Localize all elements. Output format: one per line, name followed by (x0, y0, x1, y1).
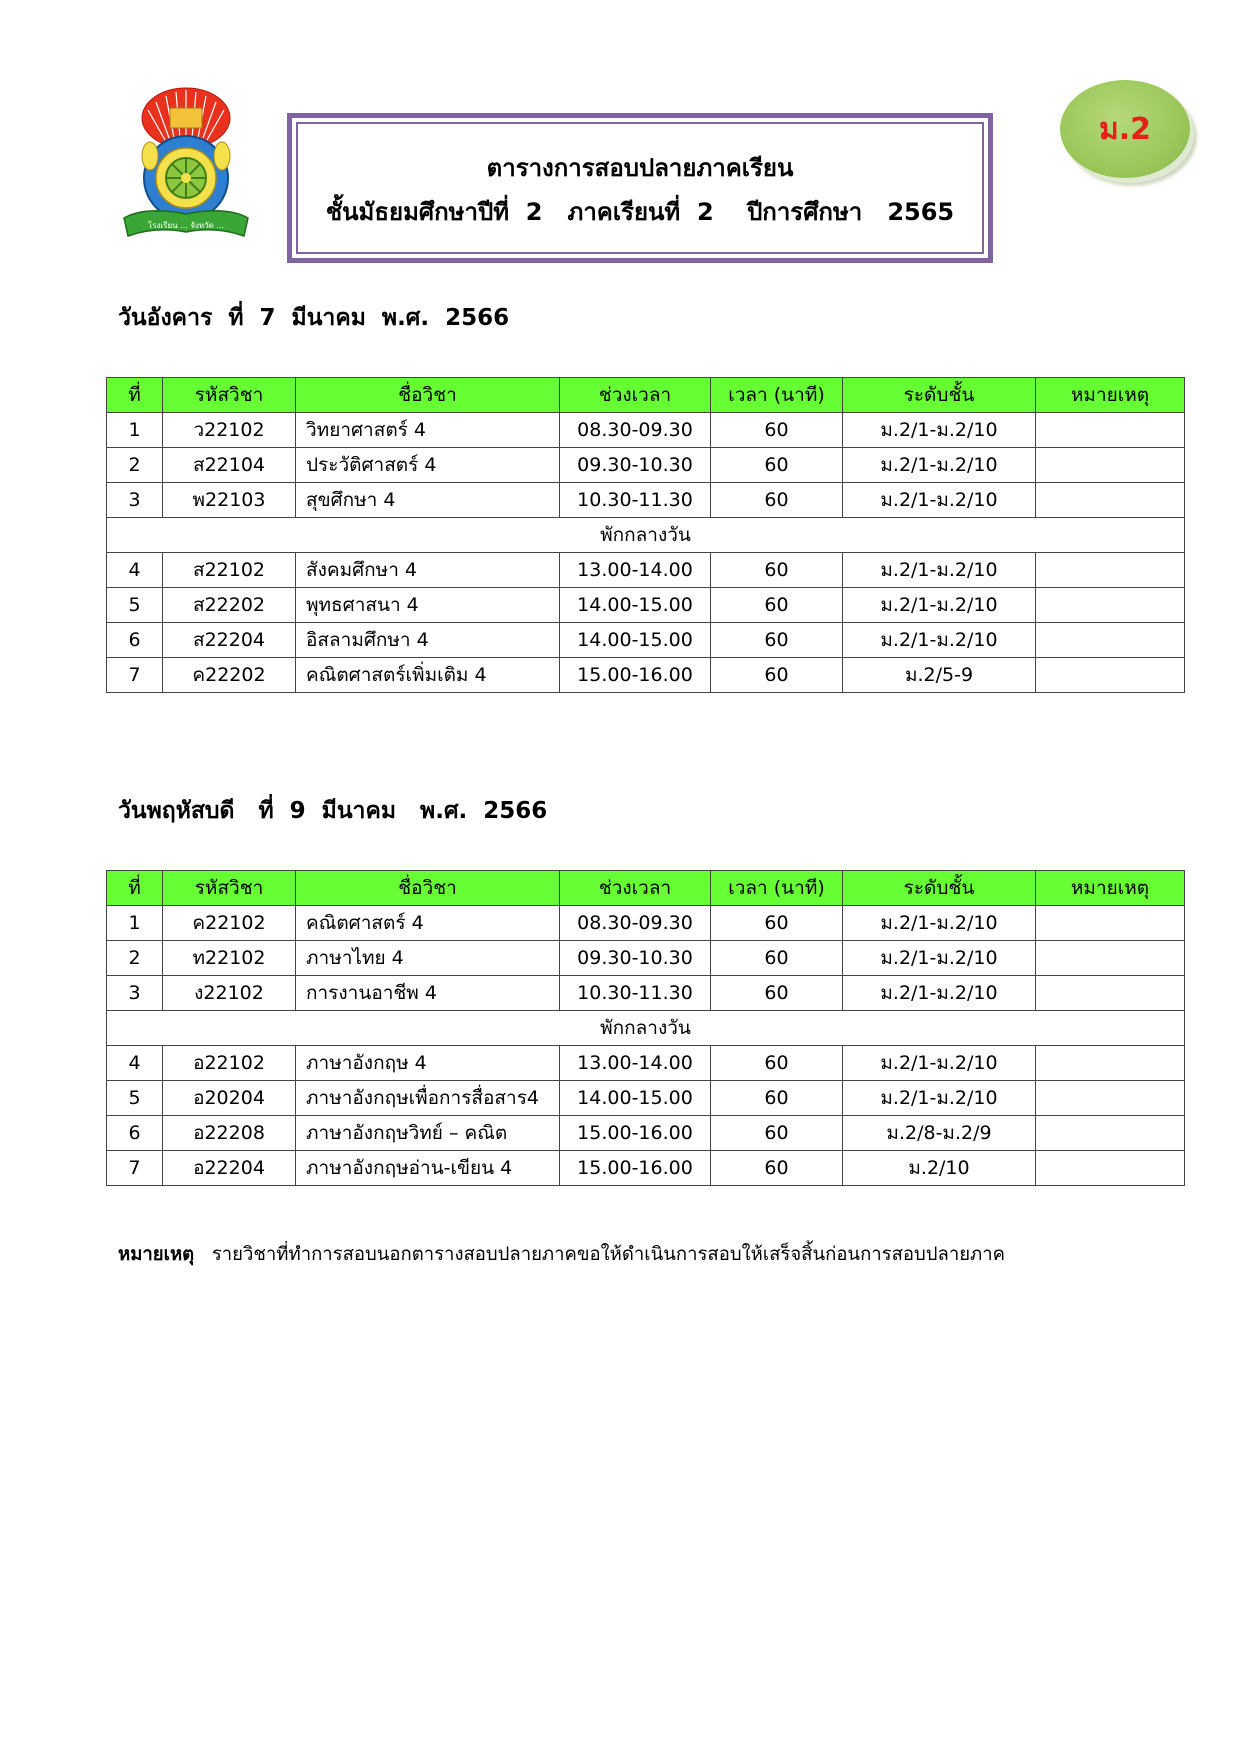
cell-no: 4 (107, 553, 163, 588)
day1-heading: วันอังคาร ที่ 7 มีนาคม พ.ศ. 2566 (118, 305, 510, 331)
cell-minutes: 60 (711, 483, 843, 518)
cell-no: 7 (107, 658, 163, 693)
cell-subject: คณิตศาสตร์เพิ่มเติม 4 (296, 658, 560, 693)
table-row (107, 623, 1185, 658)
cell-time: 15.00-16.00 (560, 658, 711, 693)
cell-minutes: 60 (711, 1116, 843, 1151)
cell-time: 13.00-14.00 (560, 1046, 711, 1081)
cell-minutes: 60 (711, 448, 843, 483)
cell-level: ม.2/1-ม.2/10 (843, 976, 1036, 1011)
cell-code: ท22102 (163, 941, 296, 976)
cell-note (1036, 1116, 1185, 1151)
cell-minutes: 60 (711, 413, 843, 448)
table-row (107, 413, 1185, 448)
cell-subject: สุขศึกษา 4 (296, 483, 560, 518)
cell-subject: วิทยาศาสตร์ 4 (296, 413, 560, 448)
cell-code: ค22202 (163, 658, 296, 693)
cell-level: ม.2/1-ม.2/10 (843, 906, 1036, 941)
cell-time: 09.30-10.30 (560, 448, 711, 483)
cell-subject: อิสลามศึกษา 4 (296, 623, 560, 658)
cell-no: 7 (107, 1151, 163, 1186)
cell-time: 14.00-15.00 (560, 1081, 711, 1116)
cell-note (1036, 976, 1185, 1011)
cell-subject: ภาษาอังกฤษเพื่อการสื่อสาร4 (296, 1081, 560, 1116)
cell-minutes: 60 (711, 1046, 843, 1081)
cell-code: ค22102 (163, 906, 296, 941)
cell-no: 3 (107, 976, 163, 1011)
cell-note (1036, 658, 1185, 693)
col-header-minutes: เวลา (นาที) (711, 378, 843, 413)
col-header-note: หมายเหตุ (1036, 378, 1185, 413)
grade-badge (1060, 80, 1190, 178)
cell-time: 08.30-09.30 (560, 413, 711, 448)
cell-level: ม.2/1-ม.2/10 (843, 941, 1036, 976)
table-row (107, 1081, 1185, 1116)
col-header-code: รหัสวิชา (163, 378, 296, 413)
col-header-level: ระดับชั้น (843, 871, 1036, 906)
cell-no: 5 (107, 1081, 163, 1116)
cell-note (1036, 941, 1185, 976)
table-header-row (107, 871, 1185, 906)
cell-level: ม.2/1-ม.2/10 (843, 1081, 1036, 1116)
cell-note (1036, 1046, 1185, 1081)
cell-minutes: 60 (711, 941, 843, 976)
cell-minutes: 60 (711, 976, 843, 1011)
table-row (107, 1151, 1185, 1186)
cell-level: ม.2/1-ม.2/10 (843, 413, 1036, 448)
cell-code: พ22103 (163, 483, 296, 518)
cell-code: ส22102 (163, 553, 296, 588)
cell-no: 6 (107, 1116, 163, 1151)
footer-note-text: รายวิชาที่ทำการสอบนอกตารางสอบปลายภาคขอให้ดำเนินการสอบให้เสร็จสิ้นก่อนการสอบปลายภาค (211, 1244, 1006, 1265)
day2-heading: วันพฤหัสบดี ที่ 9 มีนาคม พ.ศ. 2566 (118, 798, 548, 824)
table-row (107, 1046, 1185, 1081)
cell-minutes: 60 (711, 906, 843, 941)
cell-level: ม.2/1-ม.2/10 (843, 448, 1036, 483)
cell-minutes: 60 (711, 1151, 843, 1186)
cell-note (1036, 1081, 1185, 1116)
cell-subject: การงานอาชีพ 4 (296, 976, 560, 1011)
title-frame (287, 113, 993, 263)
table-row (107, 448, 1185, 483)
cell-level: ม.2/5-9 (843, 658, 1036, 693)
table-row (107, 976, 1185, 1011)
table-header-row (107, 378, 1185, 413)
cell-level: ม.2/10 (843, 1151, 1036, 1186)
cell-code: ง22102 (163, 976, 296, 1011)
table-row (107, 658, 1185, 693)
cell-code: ส22104 (163, 448, 296, 483)
cell-subject: สังคมศึกษา 4 (296, 553, 560, 588)
cell-level: ม.2/1-ม.2/10 (843, 1046, 1036, 1081)
cell-time: 09.30-10.30 (560, 941, 711, 976)
cell-level: ม.2/1-ม.2/10 (843, 623, 1036, 658)
page-title: ตารางการสอบปลายภาคเรียน (486, 154, 794, 182)
cell-note (1036, 483, 1185, 518)
page-subtitle: ชั้นมัธยมศึกษาปีที่ 2 ภาคเรียนที่ 2 ปีการศึกษา 2565 (325, 198, 955, 226)
cell-no: 1 (107, 906, 163, 941)
title-frame-inner (296, 122, 984, 254)
col-header-code: รหัสวิชา (163, 871, 296, 906)
cell-note (1036, 553, 1185, 588)
cell-level: ม.2/1-ม.2/10 (843, 483, 1036, 518)
cell-note (1036, 906, 1185, 941)
lunch-break-row (107, 518, 1185, 553)
cell-no: 1 (107, 413, 163, 448)
cell-code: อ22204 (163, 1151, 296, 1186)
cell-subject: คณิตศาสตร์ 4 (296, 906, 560, 941)
cell-time: 10.30-11.30 (560, 976, 711, 1011)
cell-no: 4 (107, 1046, 163, 1081)
col-header-subject: ชื่อวิชา (296, 871, 560, 906)
col-header-level: ระดับชั้น (843, 378, 1036, 413)
cell-note (1036, 623, 1185, 658)
cell-level: ม.2/1-ม.2/10 (843, 588, 1036, 623)
cell-code: ว22102 (163, 413, 296, 448)
col-header-time: ช่วงเวลา (560, 378, 711, 413)
cell-no: 2 (107, 941, 163, 976)
cell-time: 08.30-09.30 (560, 906, 711, 941)
cell-subject: ภาษาอังกฤษอ่าน-เขียน 4 (296, 1151, 560, 1186)
grade-badge-label: ม.2 (1098, 111, 1152, 147)
cell-no: 3 (107, 483, 163, 518)
day2-exam-table (106, 870, 1185, 1186)
cell-code: ส22204 (163, 623, 296, 658)
cell-level: ม.2/8-ม.2/9 (843, 1116, 1036, 1151)
cell-time: 15.00-16.00 (560, 1151, 711, 1186)
col-header-note: หมายเหตุ (1036, 871, 1185, 906)
cell-subject: ภาษาไทย 4 (296, 941, 560, 976)
cell-minutes: 60 (711, 553, 843, 588)
cell-note (1036, 448, 1185, 483)
cell-no: 2 (107, 448, 163, 483)
cell-subject: ประวัติศาสตร์ 4 (296, 448, 560, 483)
cell-subject: พุทธศาสนา 4 (296, 588, 560, 623)
col-header-subject: ชื่อวิชา (296, 378, 560, 413)
table-row (107, 1116, 1185, 1151)
cell-note (1036, 413, 1185, 448)
cell-time: 13.00-14.00 (560, 553, 711, 588)
cell-minutes: 60 (711, 588, 843, 623)
col-header-no: ที่ (107, 871, 163, 906)
table-row (107, 588, 1185, 623)
cell-subject: ภาษาอังกฤษ 4 (296, 1046, 560, 1081)
cell-code: อ22102 (163, 1046, 296, 1081)
cell-time: 15.00-16.00 (560, 1116, 711, 1151)
cell-note (1036, 588, 1185, 623)
cell-no: 5 (107, 588, 163, 623)
cell-subject: ภาษาอังกฤษวิทย์ – คณิต (296, 1116, 560, 1151)
footer-note-label: หมายเหตุ (118, 1244, 195, 1265)
lunch-break-label: พักกลางวัน (107, 1011, 1185, 1046)
cell-note (1036, 1151, 1185, 1186)
cell-no: 6 (107, 623, 163, 658)
cell-minutes: 60 (711, 623, 843, 658)
lunch-break-row (107, 1011, 1185, 1046)
cell-minutes: 60 (711, 658, 843, 693)
lunch-break-label: พักกลางวัน (107, 518, 1185, 553)
cell-time: 14.00-15.00 (560, 623, 711, 658)
cell-level: ม.2/1-ม.2/10 (843, 553, 1036, 588)
col-header-no: ที่ (107, 378, 163, 413)
cell-time: 14.00-15.00 (560, 588, 711, 623)
cell-code: อ20204 (163, 1081, 296, 1116)
cell-code: ส22202 (163, 588, 296, 623)
cell-time: 10.30-11.30 (560, 483, 711, 518)
col-header-minutes: เวลา (นาที) (711, 871, 843, 906)
table-row (107, 906, 1185, 941)
day1-exam-table (106, 377, 1185, 693)
table-row (107, 941, 1185, 976)
col-header-time: ช่วงเวลา (560, 871, 711, 906)
footer-note (118, 1240, 1005, 1269)
cell-minutes: 60 (711, 1081, 843, 1116)
cell-code: อ22208 (163, 1116, 296, 1151)
svg-text:โรงเรียน ... จังหวัด ...: โรงเรียน ... จังหวัด ... (147, 221, 225, 230)
table-row (107, 553, 1185, 588)
table-row (107, 483, 1185, 518)
school-logo (116, 78, 256, 248)
